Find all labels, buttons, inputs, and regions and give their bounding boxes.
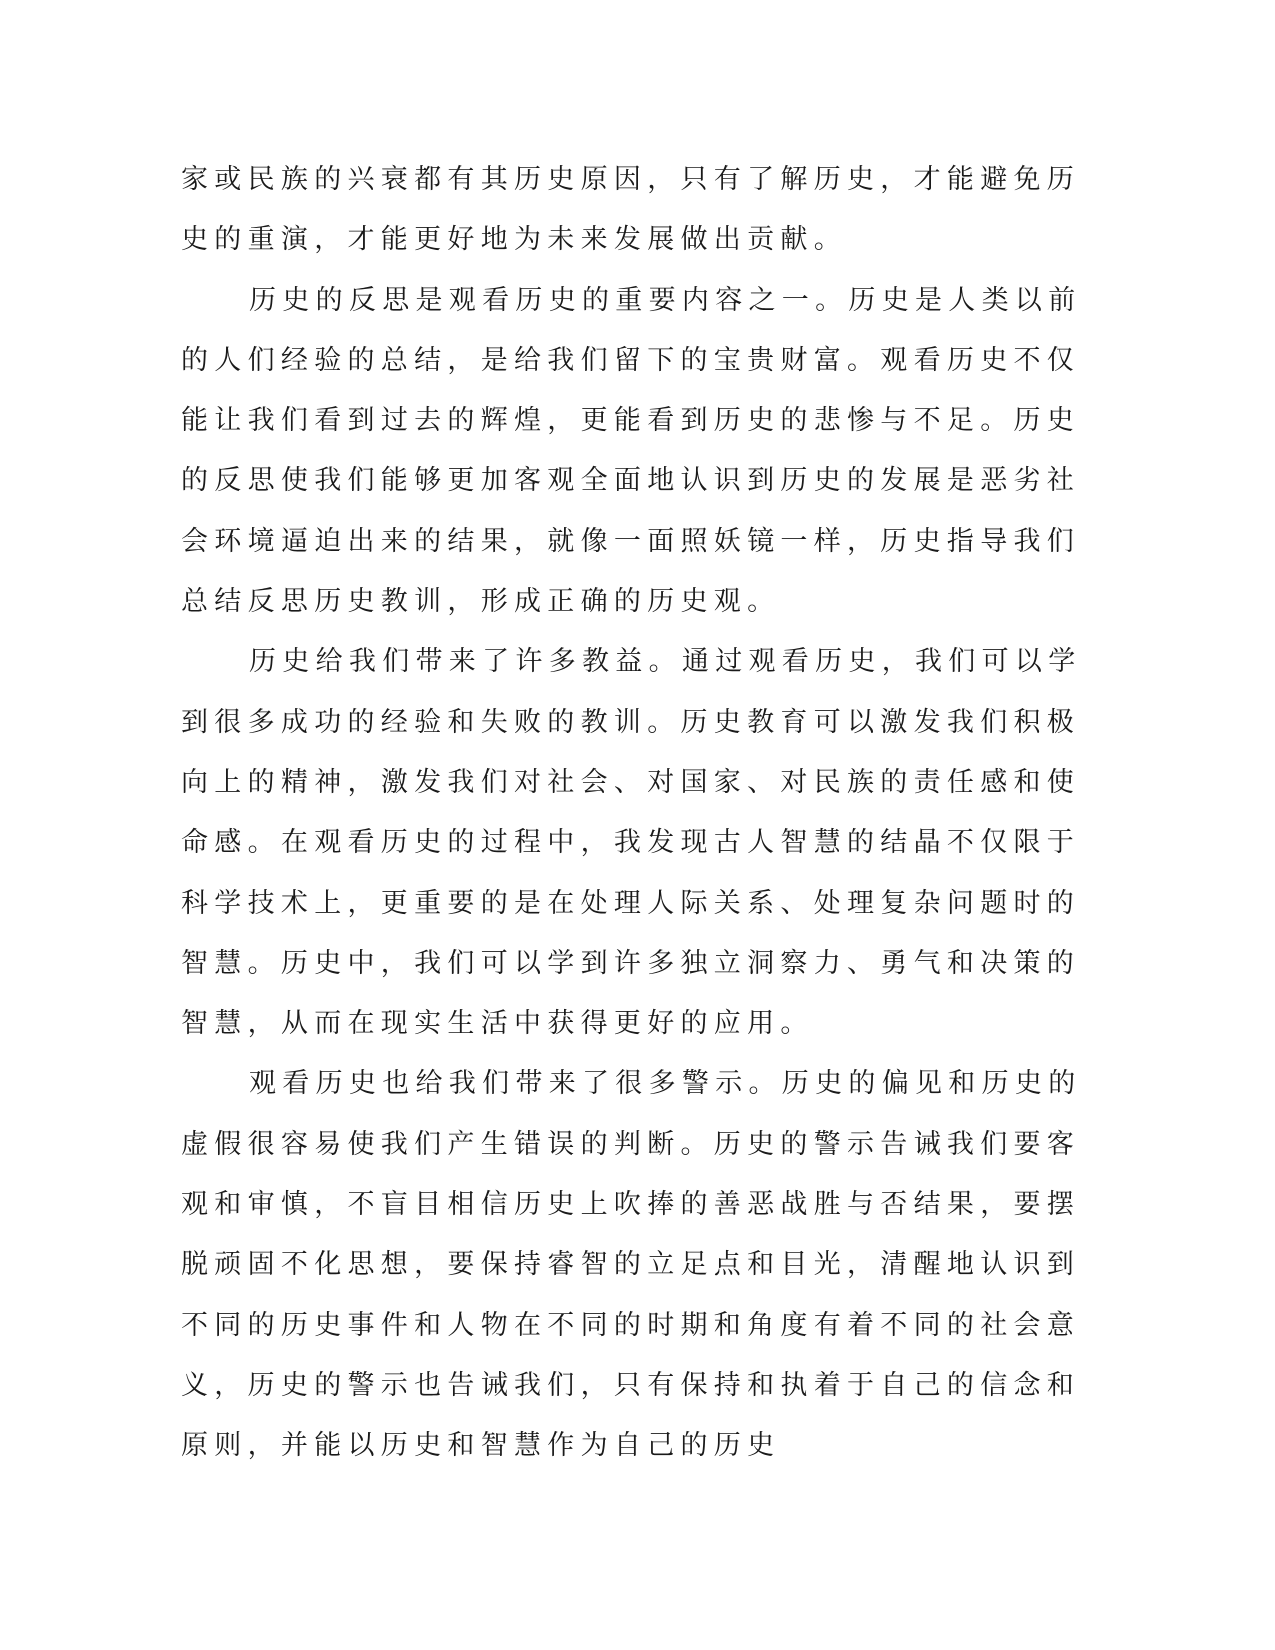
text-line: 过程中，我发现古人智慧的结晶不仅限于科学技术上，更重要的是在 bbox=[181, 827, 1081, 919]
text-line: 保持和执着于自己的信念和原则，并能以历史和智慧作为自己的历史 bbox=[181, 1369, 1081, 1462]
text-line: 历史的反思是观看历史的重要内容之一。历史是人类以前的人们 bbox=[181, 284, 1082, 376]
text-line: 盲目相信历史上吹捧的善恶战胜与否结果，要摆脱顽固不化思想，要 bbox=[181, 1189, 1081, 1281]
text-line: 保持睿智的立足点和目光，清醒地认识到不同的历史事件和人物在不 bbox=[181, 1249, 1081, 1341]
text-line: 加客观全面地认识到历史的发展是恶劣社会环境逼迫出来的结果，就 bbox=[181, 465, 1081, 557]
text-line: 同的时期和角度有着不同的社会意义，历史的警示也告诫我们，只有 bbox=[181, 1309, 1081, 1401]
text-line: 家或民族的兴衰都有其历史原因，只有了解历史，才能避免历史的重 bbox=[181, 164, 1081, 256]
text-line: 经验的总结，是给我们留下的宝贵财富。观看历史不仅能让我们看到 bbox=[181, 344, 1081, 437]
text-line: 像一面照妖镜一样，历史指导我们总结反思历史教训，形成正确的历 bbox=[181, 525, 1081, 618]
text-line: 激发我们对社会、对国家、对民族的责任感和使命感。在观看历史的 bbox=[181, 766, 1081, 859]
text-line: 容易使我们产生错误的判断。历史的警示告诫我们要客观和审慎，不 bbox=[181, 1128, 1081, 1221]
text-line: 成功的经验和失败的教训。历史教育可以激发我们积极向上的精神， bbox=[181, 706, 1081, 798]
text-line: 历史给我们带来了许多教益。通过观看历史，我们可以学到很多 bbox=[181, 646, 1082, 738]
text-line: 处理人际关系、处理复杂问题时的智慧。历史中，我们可以学到许多 bbox=[181, 887, 1081, 979]
text-line: 。 bbox=[780, 1008, 814, 1040]
paragraph bbox=[181, 150, 1091, 271]
body-text bbox=[181, 150, 1091, 1477]
paragraph bbox=[181, 632, 1091, 1054]
text-line: 演，才能更好地为未来发展做出贡献。 bbox=[280, 224, 848, 256]
text-line: 过去的辉煌，更能看到历史的悲惨与不足。历史的反思使我们能够更 bbox=[181, 405, 1081, 497]
text-line: 观看历史也给我们带来了很多警示。历史的偏见和历史的虚假很 bbox=[181, 1068, 1082, 1160]
paragraph bbox=[181, 271, 1091, 633]
paragraph bbox=[181, 1054, 1091, 1476]
text-line: 独立洞察力、勇气和决策的智慧，从而在现实生活中获得更好的应用 bbox=[181, 947, 1081, 1040]
text-line: 史观。 bbox=[680, 586, 781, 618]
